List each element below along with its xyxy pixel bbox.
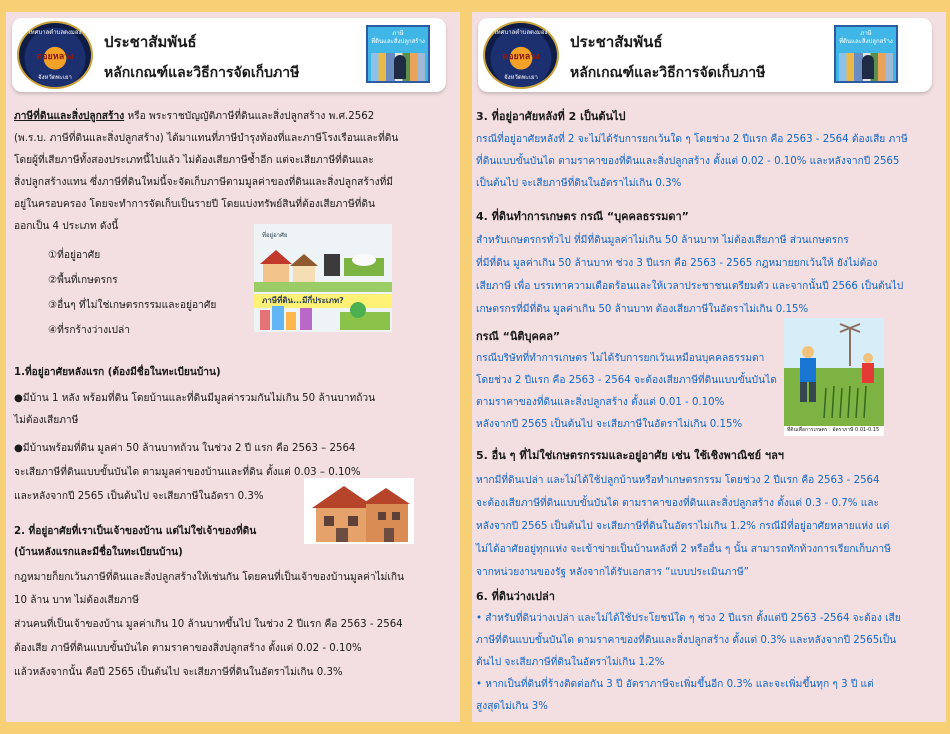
land-types-tag: ที่อยู่อาศัย — [262, 232, 288, 239]
intro-line-5: ออกเป็น 4 ประเภท ดังนี้ — [14, 221, 119, 232]
right-panel — [472, 12, 946, 722]
section-4-title: 4. ที่ดินทำการเกษตร กรณี “บุคคลธรรมดา” — [476, 210, 689, 223]
intro-line-1: (พ.ร.บ. ภาษีที่ดินและสิ่งปลูกสร้าง) ได้มาแทนที่ภาษีบำรุงท้องที่และภาษีโรงเรือนและที่ดิน — [14, 133, 399, 144]
section-5-line-2: หลังจากปี 2565 เป็นต้นไป จะเสียภาษีที่ดินในอัตราไม่เกิน 1.2% กรณีมีที่อยู่อาศัยหลายแห่ง แต่ — [476, 521, 890, 532]
seal-bottom-text: จังหวัดพะเยา — [504, 74, 538, 81]
section-6-line-2: ต้นไป จะเสียภาษีที่ดินในอัตราไม่เกิน 1.2% — [476, 657, 665, 668]
section-1-line-3: จะเสียภาษีที่ดินแบบขั้นบันได ตามมูลค่าของบ้านและที่ดิน ตั้งแต่ 0.03 – 0.10% — [14, 467, 361, 478]
section-2-line-4: แล้วหลังจากนั้น คือปี 2565 เป็นต้นไป จะเสียภาษีที่ดินในอัตราไม่เกิน 0.3% — [14, 667, 343, 678]
land-types-illustration — [254, 224, 392, 332]
farmer-caption: ที่ดินเพื่อการเกษตร : อัตราภาษี 0.01-0.15 — [787, 427, 880, 433]
poster-label-1: ภาษี — [860, 30, 872, 37]
section-6-line-3: • หากเป็นที่ดินที่ร้างติดต่อกัน 3 ปี อัตราภาษีจะเพิ่มขึ้นอีก 0.3% และจะเพิ่มขึ้นทุก ๆ 3 ปี แต่ — [476, 679, 874, 690]
section-4b-line-3: หลังจากปี 2565 เป็นต้นไป จะเสียภาษีในอัตราไม่เกิน 0.15% — [476, 419, 743, 430]
header-right — [478, 18, 932, 92]
section-1-line-2: ●มีบ้านพร้อมที่ดิน มูลค่า 50 ล้านบาทถ้วน ในช่วง 2 ปี แรก คือ 2563 – 2564 — [14, 443, 356, 454]
municipality-seal-right — [483, 21, 559, 89]
tax-poster-thumbnail-right — [834, 25, 898, 83]
section-2-title: 2. ที่อยู่อาศัยที่เราเป็นเจ้าของบ้าน แต่ไม่ใช่เจ้าของที่ดิน — [14, 526, 257, 537]
section-1-line-0: ●มีบ้าน 1 หลัง พร้อมที่ดิน โดยบ้านและที่ดินมีมูลค่ารวมกันไม่เกิน 50 ล้านบาทถ้วน — [14, 393, 376, 404]
section-4-line-3: เกษตรกรที่มีที่ดิน มูลค่าเกิน 50 ล้านบาท ต้องเสียภาษีในอัตราไม่เกิน 0.15% — [476, 304, 809, 315]
section-6-line-4: สูงสุดไม่เกิน 3% — [476, 701, 548, 712]
person-illustration — [862, 55, 874, 79]
section-2-line-1: 10 ล้าน บาท ไม่ต้องเสียภาษี — [14, 595, 139, 606]
section-3-title: 3. ที่อยู่อาศัยหลังที่ 2 เป็นต้นไป — [476, 110, 626, 123]
section-4-line-1: ที่มีที่ดิน มูลค่าเกิน 50 ล้านบาท ช่วง 3 ปีแรก คือ 2563 - 2565 กฎหมายยกเว้นให้ ยังไม่ต้อง — [476, 258, 878, 269]
section-5-line-1: จะต้องเสียภาษีที่ดินแบบขั้นบันได ตามราคาของที่ดินและสิ่งปลูกสร้าง ตั้งแต่ 0.3 - 0.7% และ — [476, 498, 879, 509]
section-4b-line-0: กรณีบริษัทที่ทำการเกษตร ไม่ได้รับการยกเว้นเหมือนบุคคลธรรมดา — [476, 353, 765, 364]
section-2-line-3: ต้องเสีย ภาษีที่ดินแบบขั้นบันได ตามราคาของสิ่งปลูกสร้าง ตั้งแต่ 0.02 - 0.10% — [14, 643, 362, 654]
intro-line-0 — [14, 110, 374, 124]
intro-line-2: โดยผู้ที่เสียภาษีทั้งสองประเภทนี้ไปแล้ว ไม่ต้องเสียภาษีซ้ำอีก แต่จะเสียภาษีที่ดินและ — [14, 155, 374, 166]
section-1-title: 1.ที่อยู่อาศัยหลังแรก (ต้องมีชื่อในทะเบียนบ้าน) — [14, 367, 221, 378]
type-item-4: ④ที่รกร้างว่างเปล่า — [48, 325, 130, 336]
seal-bottom-text: จังหวัดพะเยา — [38, 74, 72, 81]
section-3-line-1: ที่ดินแบบขั้นบันได ตามราคาของที่ดินและสิ่งปลูกสร้าง ตั้งแต่ 0.02 - 0.10% และหลังจากปี 2565 — [476, 156, 900, 167]
farmer-illustration — [784, 318, 884, 436]
house-illustration — [304, 478, 414, 544]
seal-top-text: เทศบาลตำบลดงมอง — [28, 29, 82, 36]
section-5-line-3: ไม่ได้อาศัยอยู่ทุกแห่ง จะเข้าข่ายเป็นบ้านหลังที่ 2 หรืออื่น ๆ นั้น สามารถทักท้วงการเรียกเก็บภาษี — [476, 544, 891, 555]
section-2-subtitle: (บ้านหลังแรกและมีชื่อในทะเบียนบ้าน) — [14, 547, 183, 558]
section-2-line-2: ส่วนคนที่เป็นเจ้าของบ้าน มูลค่าเกิน 10 ล้านบาทขึ้นไป ในช่วง 2 ปีแรก คือ 2563 - 2564 — [14, 619, 403, 630]
section-2-line-0: กฎหมายก็ยกเว้นภาษีที่ดินและสิ่งปลูกสร้างให้เช่นกัน โดยคนที่เป็นเจ้าของบ้านมูลค่าไม่เกิน — [14, 572, 404, 583]
section-6-title: 6. ที่ดินว่างเปล่า — [476, 590, 555, 603]
poster-label-1: ภาษี — [392, 30, 404, 37]
poster-label-2: ที่ดินและสิ่งปลูกสร้าง — [839, 38, 893, 45]
header-title-right: ประชาสัมพันธ์ — [570, 33, 663, 51]
header — [12, 18, 446, 92]
header-subtitle-right: หลักเกณฑ์และวิธีการจัดเก็บภาษี — [570, 65, 766, 81]
type-item-2: ②พื้นที่เกษตรกร — [48, 275, 118, 286]
section-5-title: 5. อื่น ๆ ที่ไม่ใช่เกษตรกรรมและอยู่อาศัย เช่น ใช้เชิงพาณิชย์ ฯลฯ — [476, 449, 784, 462]
poster-label-2: ที่ดินและสิ่งปลูกสร้าง — [371, 38, 425, 45]
section-5-line-0: หากมีที่ดินเปล่า และไม่ได้ใช้ปลูกบ้านหรือทำเกษตรกรรม โดยช่วง 2 ปีแรก คือ 2563 - 2564 — [476, 475, 880, 486]
section-4b-line-1: โดยช่วง 2 ปีแรก คือ 2563 - 2564 จะต้องเสียภาษีที่ดินแบบขั้นบันได — [476, 375, 777, 386]
left-panel — [6, 12, 460, 722]
tax-poster-thumbnail — [366, 25, 430, 83]
section-4-line-2: เสียภาษี เพื่อ บรรเทาความเดือดร้อนและให้เวลาประชาชนเตรียมตัว และจากนั้นปี 2566 เป็นต้นไป — [476, 281, 904, 292]
municipality-seal — [17, 21, 93, 89]
section-4b-line-2: ตามราคาของที่ดินและสิ่งปลูกสร้าง ตั้งแต่ 0.01 - 0.10% — [476, 397, 725, 408]
intro-lead: ภาษีที่ดินและสิ่งปลูกสร้าง — [14, 111, 125, 122]
intro-text-0: หรือ พระราชบัญญัติภาษีที่ดินและสิ่งปลูกสร้าง พ.ศ.2562 — [127, 111, 375, 122]
seal-mid-text: ดอยหลวง — [36, 52, 74, 62]
section-3-line-2: เป็นต้นไป จะเสียภาษีที่ดินในอัตราไม่เกิน 0.3% — [476, 178, 682, 189]
section-6-line-1: ภาษีที่ดินแบบขั้นบันได ตามราคาของที่ดินและสิ่งปลูกสร้าง ตั้งแต่ 0.3% และหลังจากปี 2565เป็น — [476, 635, 897, 646]
seal-top-text: เทศบาลตำบลดงมอง — [494, 29, 548, 36]
seal-mid-text: ดอยหลวง — [502, 52, 540, 62]
section-6-line-0: • สำหรับที่ดินว่างเปล่า และไม่ได้ใช้ประโยชน์ใด ๆ ช่วง 2 ปีแรก ตั้งแต่ปี 2563 -2564 จะต้อง เสีย — [476, 613, 901, 624]
section-1-line-4: และหลังจากปี 2565 เป็นต้นไป จะเสียภาษีในอัตรา 0.3% — [14, 491, 264, 502]
type-item-3: ③อื่นๆ ที่ไม่ใช่เกษตรกรรมและอยู่อาศัย — [48, 300, 217, 311]
intro-line-4: อยู่ในครอบครอง โดยจะทำการจัดเก็บเป็นรายปี โดยแบ่งทรัพย์สินที่ต้องเสียภาษีที่ดิน — [14, 199, 375, 210]
header-title: ประชาสัมพันธ์ — [104, 33, 197, 51]
intro-line-3: สิ่งปลูกสร้างแทน ซึ่งภาษีที่ดินใหม่นี้จะจัดเก็บภาษีตามมูลค่าของที่ดินและสิ่งปลูกสร้างที่มี — [14, 177, 394, 188]
section-4-line-0: สำหรับเกษตรกรทั่วไป ที่มีที่ดินมูลค่าไม่เกิน 50 ล้านบาท ไม่ต้องเสียภาษี ส่วนเกษตรกร — [476, 235, 849, 246]
land-types-caption: ภาษีที่ดิน...มีกี่ประเภท? — [262, 296, 344, 305]
person-illustration — [394, 55, 406, 79]
type-item-1: ①ที่อยู่อาศัย — [48, 250, 101, 261]
section-3-line-0: กรณีที่อยู่อาศัยหลังที่ 2 จะไม่ได้รับการยกเว้นใด ๆ โดยช่วง 2 ปีแรก คือ 2563 - 2564 ต้องเสีย ภาษี — [476, 134, 908, 145]
header-subtitle: หลักเกณฑ์และวิธีการจัดเก็บภาษี — [104, 65, 300, 81]
section-4b-title: กรณี “นิติบุคคล” — [476, 330, 561, 343]
section-5-line-4: จากหน่วยงานของรัฐ หลังจากได้รับเอกสาร “แบบประเมินภาษี” — [476, 567, 749, 578]
section-1-line-1: ไม่ต้องเสียภาษี — [14, 415, 79, 426]
